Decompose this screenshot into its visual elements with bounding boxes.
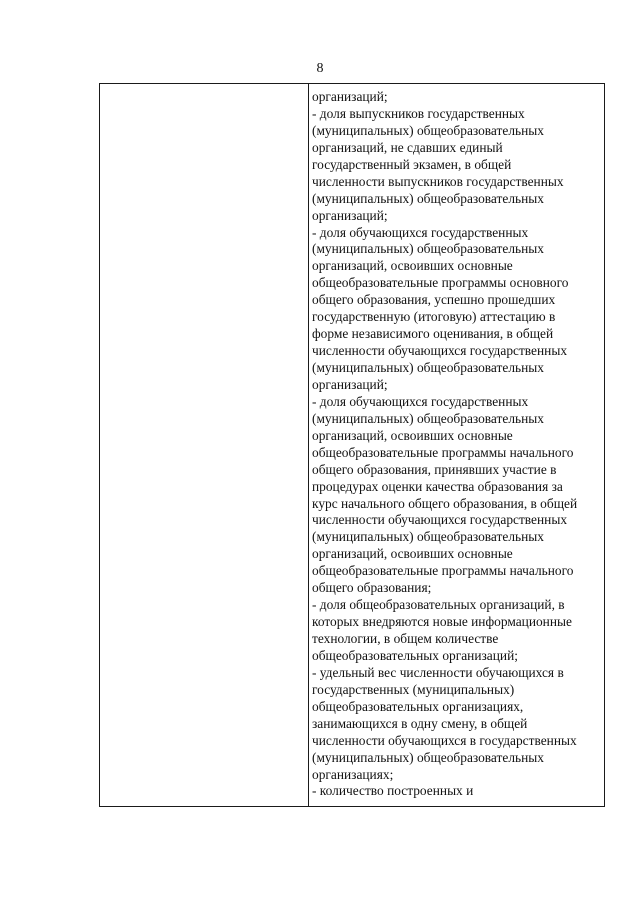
text-line: (муниципальных) общеобразовательных	[312, 529, 544, 545]
table-left-cell	[100, 84, 308, 806]
text-line: (муниципальных) общеобразовательных	[312, 122, 544, 138]
text-line: занимающихся в одну смену, в общей	[312, 715, 528, 731]
text-line: (муниципальных) общеобразовательных	[312, 241, 544, 257]
text-line: организаций, освоивших основные	[312, 258, 513, 274]
text-line: организаций;	[312, 207, 388, 223]
text-line: - доля обучающихся государственных	[312, 224, 529, 240]
text-line: организаций, не сдавших единый	[312, 139, 503, 155]
text-line: численности выпускников государственных	[312, 173, 564, 189]
text-line: общего образования, принявших участие в	[312, 461, 557, 477]
text-line: государственных (муниципальных)	[312, 681, 515, 697]
text-line: (муниципальных) общеобразовательных	[312, 410, 544, 426]
text-line: общеобразовательных организациях,	[312, 698, 524, 714]
text-line: курс начального общего образования, в общей	[312, 495, 578, 511]
text-line: которых внедряются новые информационные	[312, 614, 572, 630]
text-line: (муниципальных) общеобразовательных	[312, 749, 544, 765]
text-line: общеобразовательные программы основного	[312, 275, 569, 291]
text-line: форме независимого оценивания, в общей	[312, 326, 554, 342]
text-line: - удельный вес численности обучающихся в	[312, 664, 564, 680]
text-line: организаций;	[312, 376, 388, 392]
text-line: численности обучающихся в государственных	[312, 732, 577, 748]
page-number: 8	[316, 61, 324, 76]
text-line: государственную (итоговую) аттестацию в	[312, 309, 556, 325]
text-line: - доля обучающихся государственных	[312, 393, 529, 409]
indicators-table	[99, 83, 605, 807]
text-line: общеобразовательных организаций;	[312, 647, 518, 663]
text-line: - доля общеобразовательных организаций, в	[312, 597, 565, 613]
text-line: общего образования;	[312, 580, 432, 596]
text-line: организаций, освоивших основные	[312, 546, 513, 562]
text-line: организаций;	[312, 89, 388, 104]
text-line: процедурах оценки качества образования за	[312, 478, 563, 494]
text-line: - количество построенных и	[312, 783, 474, 799]
text-line: государственный экзамен, в общей	[312, 156, 512, 172]
text-line: организациях;	[312, 766, 394, 782]
text-line: (муниципальных) общеобразовательных	[312, 190, 544, 206]
text-line: (муниципальных) общеобразовательных	[312, 360, 544, 375]
text-line: численности обучающихся государственных	[312, 343, 568, 359]
text-line: численности обучающихся государственных	[312, 512, 568, 528]
text-line: - доля выпускников государственных	[312, 105, 525, 121]
table-right-cell	[312, 89, 602, 800]
text-line: организаций, освоивших основные	[312, 427, 513, 443]
column-divider	[308, 84, 309, 806]
text-line: общеобразовательные программы начального	[312, 444, 574, 460]
text-line: общеобразовательные программы начального	[312, 563, 574, 579]
text-line: общего образования, успешно прошедших	[312, 292, 556, 308]
text-line: технологии, в общем количестве	[312, 631, 499, 646]
